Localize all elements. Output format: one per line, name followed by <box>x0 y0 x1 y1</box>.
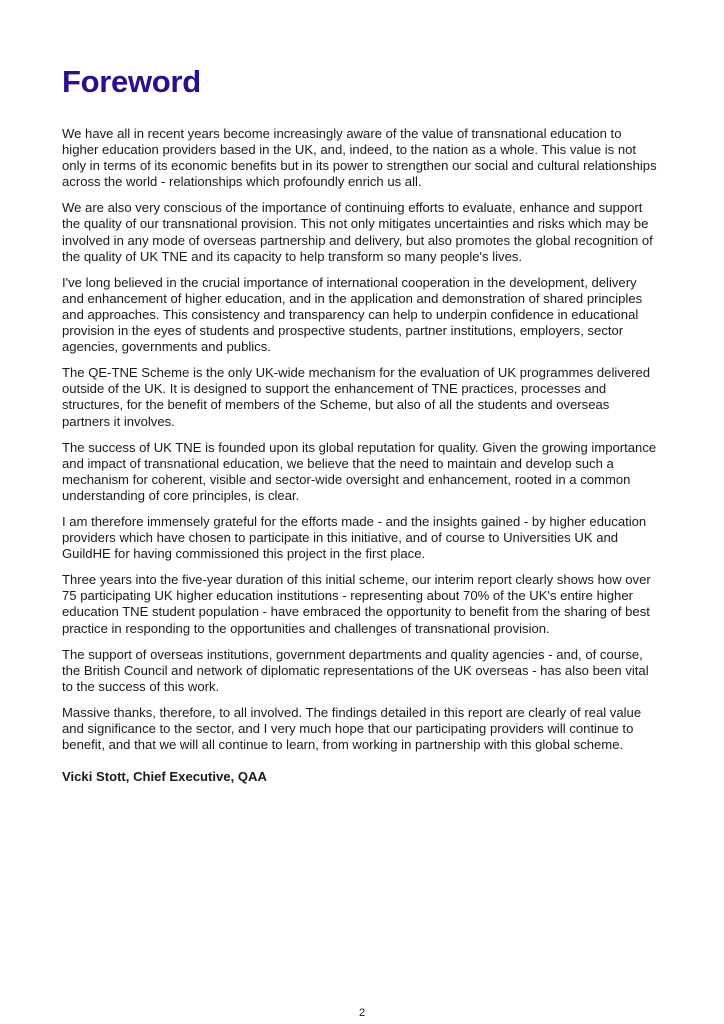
paragraph-8: The support of overseas institutions, government departments and quality agencies - and, of course, the British Council and network of diplomatic representations of the UK overseas - has also been vital to the success of this work. <box>62 646 649 694</box>
paragraph-5: The success of UK TNE is founded upon its global reputation for quality. Given the growing importance and impact of transnational education, we believe that the need to maintain and develop such a mechanism for coherent, visible and sector-wide oversight and enhancement, rooted in a common understanding of core principles, is clear. <box>62 439 657 503</box>
paragraph-7: Three years into the five-year duration of this initial scheme, our interim report clearly shows how over 75 participating UK higher education institutions - representing about 70% of the UK's entire higher education TNE student population - have embraced the opportunity to benefit from the sharing of best practice in responding to the opportunities and challenges of transnational provision. <box>62 572 651 636</box>
paragraph-6: I am therefore immensely grateful for the efforts made - and the insights gained - by higher education providers which have chosen to participate in this initiative, and of course to Universities UK and GuildHE for having commissioned this project in the first place. <box>62 513 647 562</box>
page-number: 2 <box>358 1007 366 1019</box>
paragraph-3: I've long believed in the crucial importance of international cooperation in the development, delivery and enhancement of higher education, and in the application and demonstration of shared principles and approaches. This consistency and transparency can help to underpin confidence in educational provision in the eyes of students and prospective students, partner institutions, employers, sector agencies, governments and publics. <box>62 274 643 355</box>
paragraph-2: We are also very conscious of the importance of continuing efforts to evaluate, enhance and support the quality of our transnational provision. This not only mitigates uncertainties and risks which may be involved in any mode of overseas partnership and delivery, but also promotes the global recognition of the quality of UK TNE and its capacity to help transform so many people's lives. <box>62 200 653 264</box>
paragraph-4: The QE-TNE Scheme is the only UK-wide mechanism for the evaluation of UK programmes delivered outside of the UK. It is designed to support the enhancement of TNE practices, processes and structures, for the benefit of members of the Scheme, but also of all the students and overseas partners it involves. <box>62 365 651 429</box>
paragraph-9: Massive thanks, therefore, to all involved. The findings detailed in this report are clearly of real value and significance to the sector, and I very much hope that our participating providers will continue to benefit, and that we will all continue to learn, from working in partnership with this global scheme. <box>62 704 642 753</box>
paragraph-1: We have all in recent years become increasingly aware of the value of transnational education to higher education providers based in the UK, and, indeed, to the nation as a whole. This value is not only in terms of its economic benefits but in its power to strengthen our social and cultural relationships across the world - relationships which profoundly enrich us all. <box>62 126 657 190</box>
foreword-body <box>62 126 660 795</box>
page-title: Foreword <box>62 64 201 99</box>
signature: Vicki Stott, Chief Executive, QAA <box>62 769 267 785</box>
